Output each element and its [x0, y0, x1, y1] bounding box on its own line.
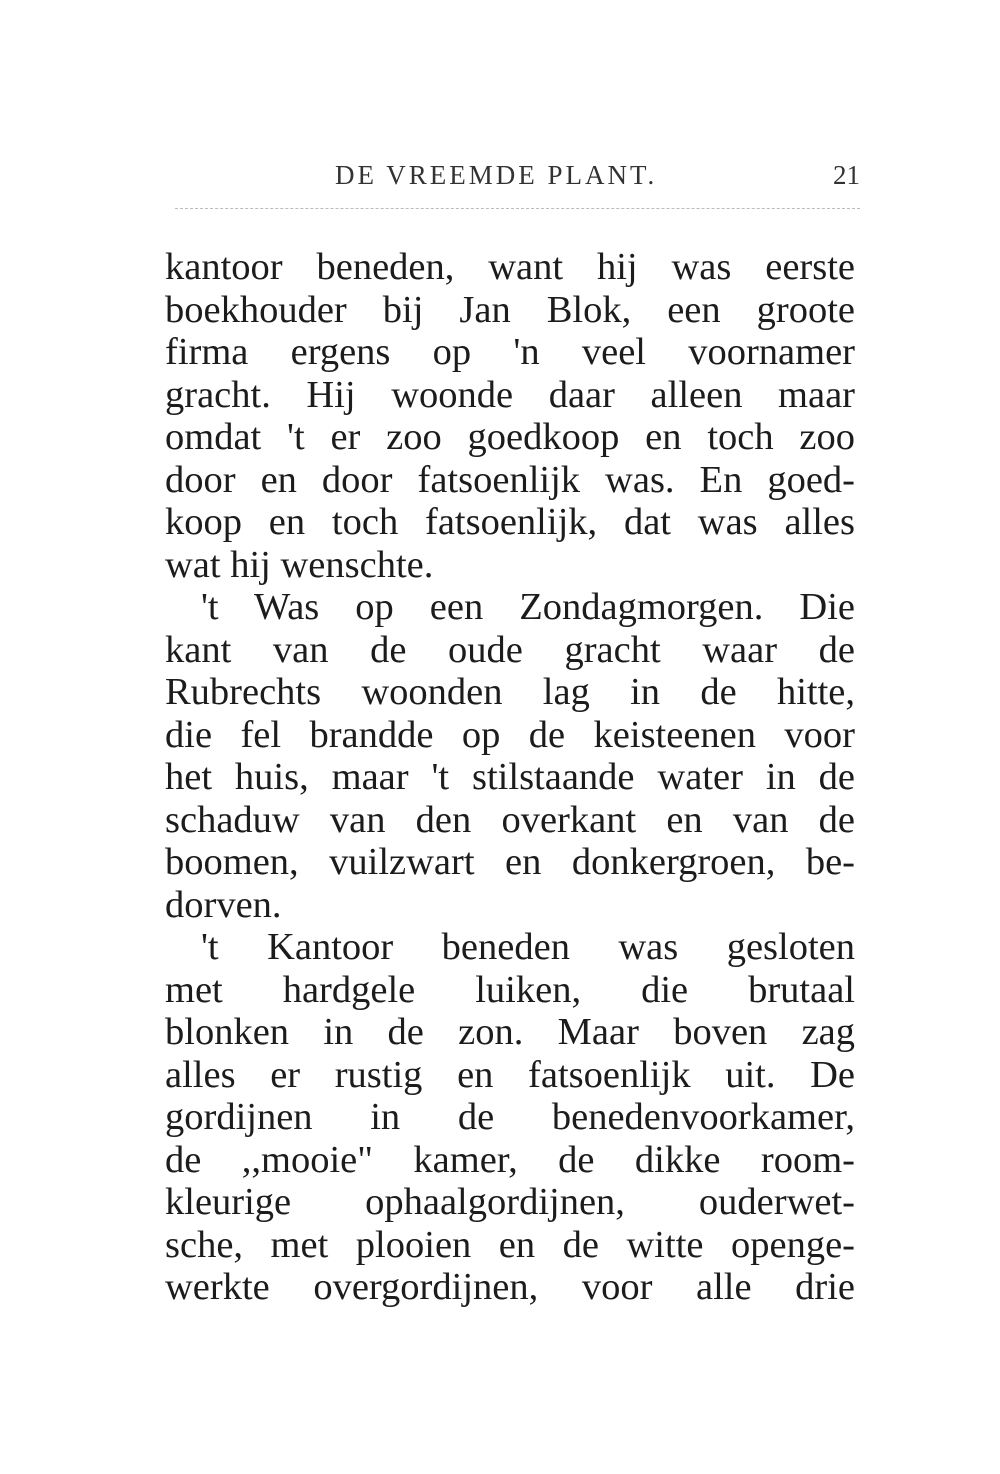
text-line: boekhouder bij Jan Blok, een groote: [165, 288, 855, 331]
text-line: gordijnen in de benedenvoorkamer,: [165, 1096, 855, 1138]
text-line: wat hij wenschte.: [165, 543, 434, 586]
text-line: koop en toch fatsoenlijk, dat was alles: [165, 501, 855, 543]
header-rule: [175, 208, 860, 209]
text-line: omdat 't er zoo goedkoop en toch zoo: [165, 416, 855, 458]
text-line: blonken in de zon. Maar boven zag: [165, 1011, 855, 1053]
text-line: door en door fatsoenlijk was. En goed-: [165, 458, 855, 501]
text-line: 't Kantoor beneden was gesloten: [201, 926, 855, 968]
text-line: sche, met plooien en de witte openge-: [165, 1223, 855, 1266]
text-line: schaduw van den overkant en van de: [165, 798, 855, 841]
running-head: [175, 160, 860, 200]
text-line: boomen, vuilzwart en donkergroen, be-: [165, 841, 855, 883]
text-line: met hardgele luiken, die brutaal: [165, 968, 855, 1011]
text-line: kant van de oude gracht waar de: [165, 628, 855, 671]
text-line: kantoor beneden, want hij was eerste: [165, 246, 855, 288]
text-line: gracht. Hij woonde daar alleen maar: [165, 373, 855, 416]
text-line: de ,,mooie" kamer, de dikke room-: [165, 1138, 855, 1181]
text-line: 't Was op een Zondagmorgen. Die: [201, 586, 855, 628]
text-line: kleurige ophaalgordijnen, ouderwet-: [165, 1181, 855, 1223]
body-text: [165, 246, 855, 1309]
text-line: firma ergens op 'n veel voornamer: [165, 331, 855, 373]
text-line: dorven.: [165, 883, 282, 926]
text-line: die fel brandde op de keisteenen voor: [165, 713, 855, 756]
text-line: Rubrechts woonden lag in de hitte,: [165, 671, 855, 713]
text-line: alles er rustig en fatsoenlijk uit. De: [165, 1053, 855, 1096]
text-line: het huis, maar 't stilstaande water in de: [165, 756, 855, 798]
page-number: 21: [833, 160, 860, 190]
running-title: DE VREEMDE PLANT.: [335, 160, 658, 190]
text-line: werkte overgordijnen, voor alle drie: [165, 1266, 855, 1308]
